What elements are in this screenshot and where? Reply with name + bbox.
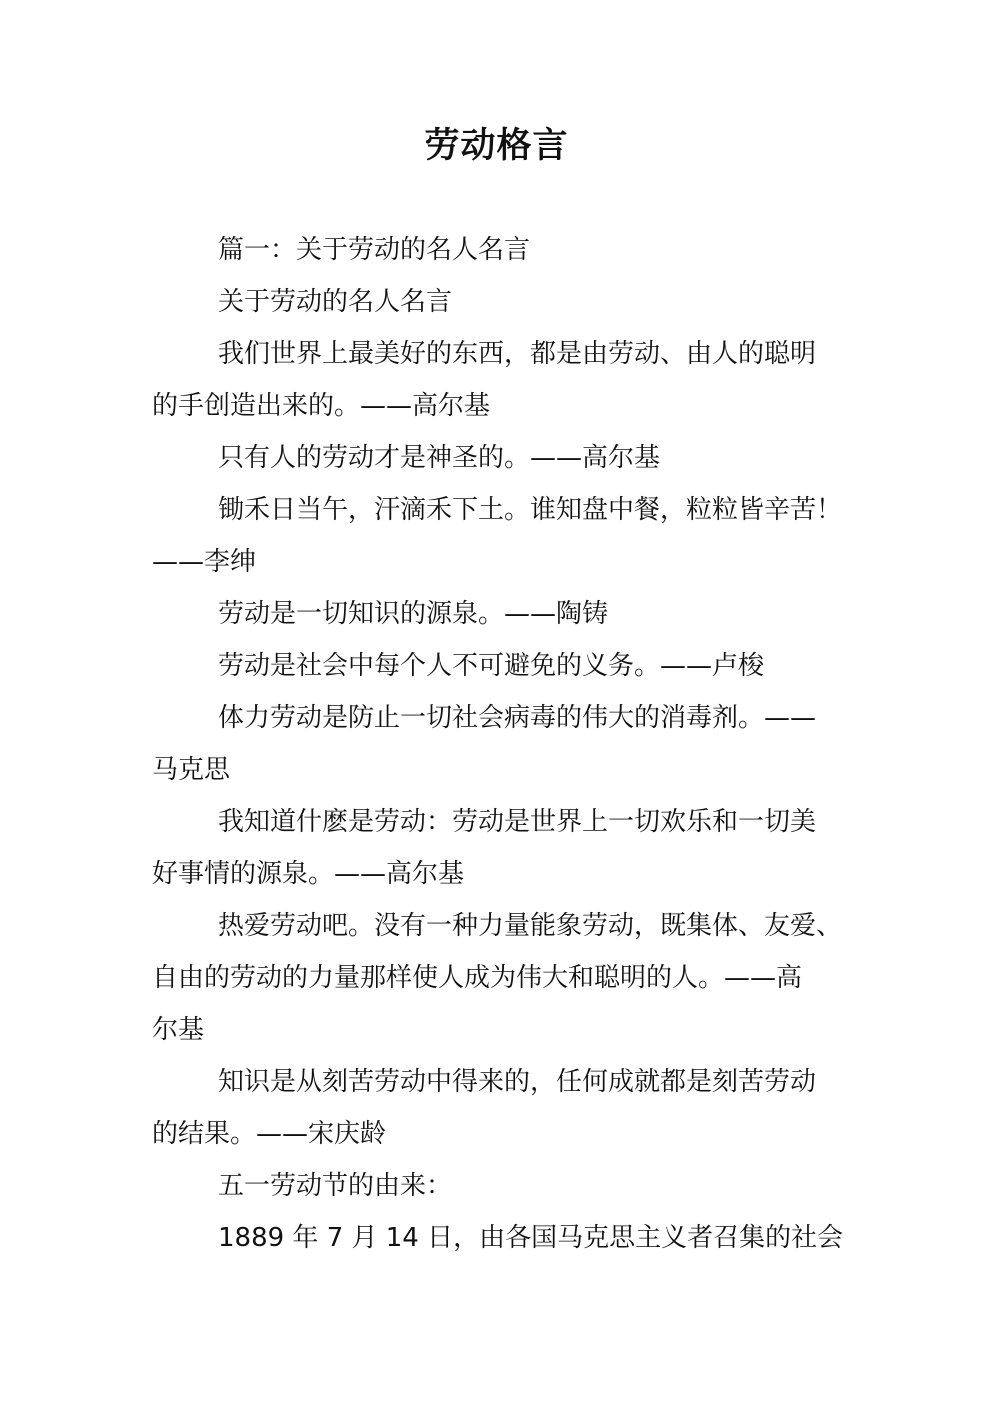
quote-paragraph xyxy=(152,640,852,692)
text-line: 五一劳动节的由来： xyxy=(218,1171,453,1201)
document-title: 劳动格言 xyxy=(424,126,569,166)
text-line: 锄禾日当午，汗滴禾下土。谁知盘中餐，粒粒皆辛苦！ xyxy=(218,495,843,525)
text-line: 马克思 xyxy=(152,755,231,785)
quote-paragraph xyxy=(152,588,852,640)
text-line: 好事情的源泉。——高尔基 xyxy=(152,859,465,889)
text-line: 自由的劳动的力量那样使人成为伟大和聪明的人。——高 xyxy=(152,963,803,993)
paragraph-heading xyxy=(152,224,852,276)
text-line: 劳动是一切知识的源泉。——陶铸 xyxy=(218,599,609,629)
text-line: 热爱劳动吧。没有一种力量能象劳动，既集体、友爱、 xyxy=(218,911,843,941)
text-line: 劳动是社会中每个人不可避免的义务。——卢梭 xyxy=(218,651,765,681)
quote-paragraph xyxy=(152,1056,852,1160)
document-body xyxy=(152,224,852,1264)
text-line: 尔基 xyxy=(152,1015,205,1045)
quote-paragraph xyxy=(152,900,852,1056)
text-line: 的手创造出来的。——高尔基 xyxy=(152,391,491,421)
text-line: 关于劳动的名人名言 xyxy=(218,287,453,317)
text-line: 知识是从刻苦劳动中得来的，任何成就都是刻苦劳动 xyxy=(218,1067,817,1097)
quote-paragraph xyxy=(152,432,852,484)
paragraph-subheading xyxy=(152,276,852,328)
text-line: 我知道什麽是劳动：劳动是世界上一切欢乐和一切美 xyxy=(218,807,817,837)
quote-paragraph xyxy=(152,692,852,796)
body-paragraph xyxy=(152,1212,852,1264)
text-line: 只有人的劳动才是神圣的。——高尔基 xyxy=(218,443,661,473)
quote-paragraph xyxy=(152,328,852,432)
quote-paragraph xyxy=(152,484,852,588)
text-line: 1889 年 7 月 14 日，由各国马克思主义者召集的社会 xyxy=(218,1223,844,1253)
text-line: 体力劳动是防止一切社会病毒的伟大的消毒剂。—— xyxy=(218,703,817,733)
text-line: 篇一：关于劳动的名人名言 xyxy=(218,235,531,265)
quote-paragraph xyxy=(152,796,852,900)
text-line: 我们世界上最美好的东西，都是由劳动、由人的聪明 xyxy=(218,339,817,369)
text-line: 的结果。——宋庆龄 xyxy=(152,1119,387,1149)
section-heading xyxy=(152,1160,852,1212)
text-line: ——李绅 xyxy=(152,547,257,577)
